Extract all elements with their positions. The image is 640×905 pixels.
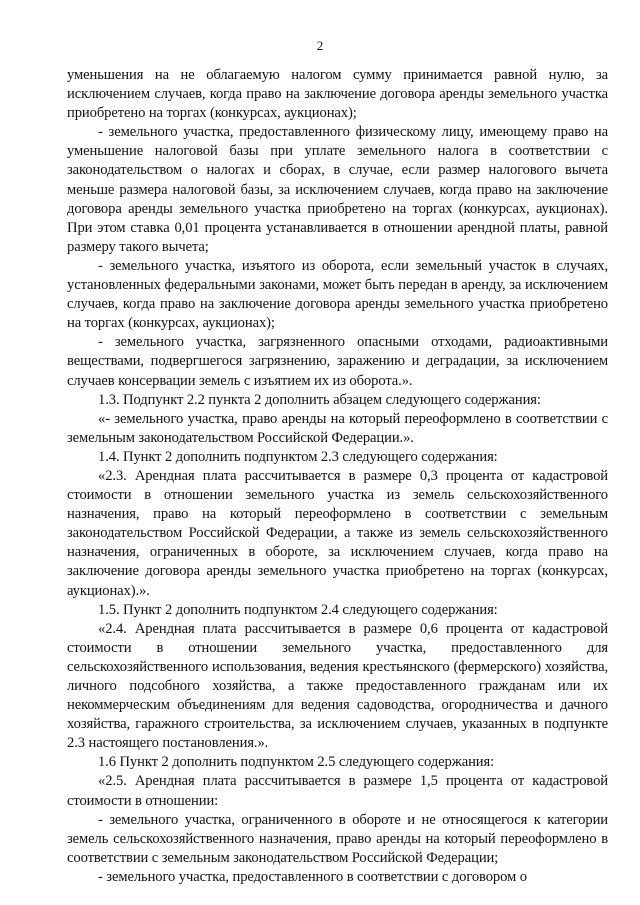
- paragraph-reissued-lease: «- земельного участка, право аренды на который переоформлено в соответствии с земельным законодательством Российской Федерации.».: [67, 410, 608, 446]
- paragraph-individual-tax-deduction: - земельного участка, предоставленного физическому лицу, имеющему право на уменьшение налоговой базы при уплате земельного налога в соответствии с законодательством о налогах и сборах, в случае, если размер налогового вычета меньше размера налоговой базы, за исключением случаев, когда право на заключение договора аренды земельного участка приобретено на торгах (конкурсах, аукционах). При этом ставка 0,01 процента устанавливается в отношении арендной платы, равной размеру такого вычета;: [67, 124, 608, 255]
- paragraph-subitem-2-5: «2.5. Арендная плата рассчитывается в размере 1,5 процента от кадастровой стоимости в отношении:: [67, 773, 608, 809]
- paragraph-item-1-5: 1.5. Пункт 2 дополнить подпунктом 2.4 следующего содержания:: [98, 601, 498, 618]
- paragraph-item-1-4: 1.4. Пункт 2 дополнить подпунктом 2.3 следующего содержания:: [98, 448, 498, 465]
- paragraph-withdrawn-land: - земельного участка, изъятого из оборота, если земельный участок в случаях, установленных федеральными законами, может быть передан в аренду, за исключением случаев, когда право на заключение договора аренды земельного участка приобретено на торгах (конкурсах, аукционах);: [67, 257, 608, 332]
- document-body: [67, 66, 608, 887]
- paragraph-item-1-3: 1.3. Подпункт 2.2 пункта 2 дополнить абзацем следующего содержания:: [98, 391, 541, 408]
- paragraph-subitem-2-3: «2.3. Арендная плата рассчитывается в размере 0,3 процента от кадастровой стоимости в отношении земельного участка из земель сельскохозяйственного назначения, право на который переоформлено в соответствии с земельным законодательством Российской Федерации, а также из земель сельскохозяйственного назначения, ограниченных в обороте, за исключением случаев, когда право на заключение договора аренды земельного участка приобретено на торгах (конкурсах, аукционах).».: [67, 467, 608, 599]
- paragraph-contract-land: - земельного участка, предоставленного в соответствии с договором о: [98, 868, 527, 885]
- paragraph-contaminated-land: - земельного участка, загрязненного опасными отходами, радиоактивными веществами, подвергшегося загрязнению, заражению и деградации, за исключением случаев консервации земель с изъятием их из оборота.».: [67, 334, 608, 389]
- page-number: 2: [316, 38, 324, 53]
- paragraph-subitem-2-4: «2.4. Арендная плата рассчитывается в размере 0,6 процента от кадастровой стоимости в отношении земельного участка, предоставленного для сельскохозяйственного использования, ведения крестьянского (фермерского) хозяйства, личного подсобного хозяйства, а также предоставленного гражданам или их некоммерческим объединениям для ведения садоводства, огородничества и дачного хозяйства, гаражного строительства, за исключением случаев, указанных в подпункте 2.3 настоящего постановления.».: [67, 620, 608, 752]
- paragraph-item-1-6: 1.6 Пункт 2 дополнить подпунктом 2.5 следующего содержания:: [98, 754, 495, 771]
- paragraph-continuation: уменьшения на не облагаемую налогом сумму принимается равной нулю, за исключением случаев, когда право на заключение договора аренды земельного участка приобретено на торгах (конкурсах, аукционах);: [67, 67, 608, 122]
- paragraph-restricted-land: - земельного участка, ограниченного в обороте и не относящегося к категории земель сельскохозяйственного назначения, право аренды на который переоформлено в соответствии с земельным законодательством Российской Федерации;: [67, 811, 608, 866]
